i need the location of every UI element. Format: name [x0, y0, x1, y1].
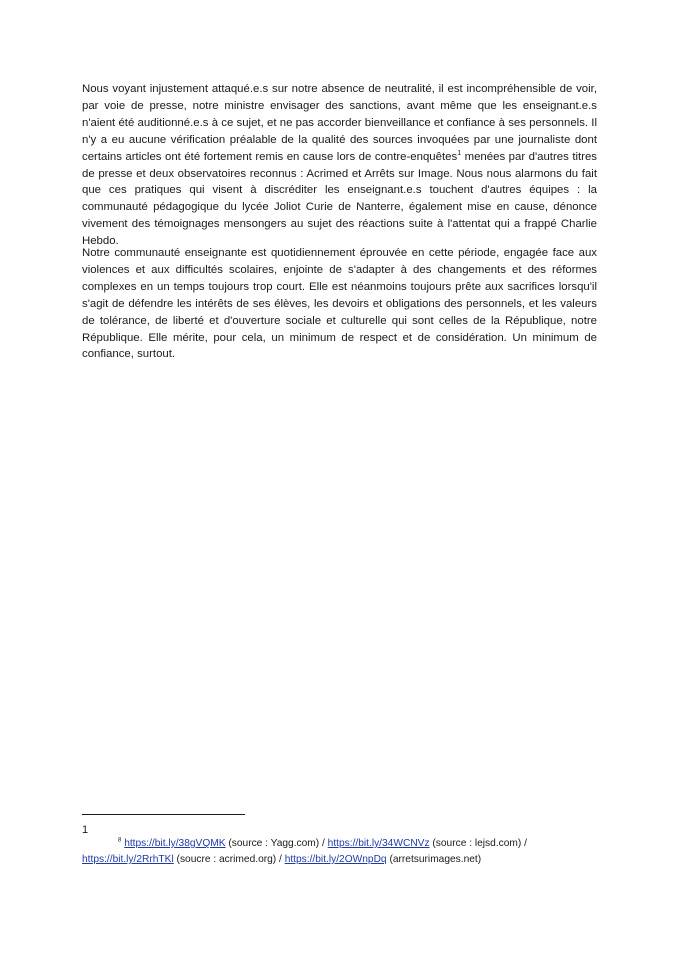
- footnote-line-1: [82, 838, 527, 849]
- footnote-number: 1: [82, 824, 89, 836]
- footnote-source-acrimed: (soucre : acrimed.org) /: [173, 854, 285, 865]
- paragraph-1-text: Nous voyant injustement attaqué.e.s sur notre absence de neutralité, il est incompréhensible de voir, par voie de presse, notre ministre envisager des sanctions, avant même que les enseignant.e.s n'aient été auditionné.e.s à ce sujet, et ne pas accorder bienveillance et confiance à ses personnels. Il n'y a eu aucune vérification préalable de la qualité des sources invoquées par une journaliste dont certains articles ont été fortement remis en cause lors de contre-enquêtes: [82, 83, 597, 163]
- footnote-link-lejsd[interactable]: https://bit.ly/34WCNVz: [327, 838, 430, 849]
- footnote-text: [82, 836, 597, 868]
- footnote-link-acrimed[interactable]: https://bit.ly/2RrhTKl: [82, 854, 174, 865]
- paragraph-2: Notre communauté enseignante est quotidiennement éprouvée en cette période, engagée face aux violences et aux difficultés scolaires, enjointe de s'adapter à des changements et des réformes complexes en un temps toujours trop court. Elle est néanmoins toujours prête aux sacrifices lorsqu'il s'agit de défendre les intérêts de ses élèves, les devoirs et obligations des personnels, et les valeurs de tolérance, de liberté et d'ouverture sociale et culturelle qui sont celles de la République, notre République. Elle mérite, pour cela, un minimum de respect et de considération. Un minimum de confiance, surtout.: [82, 247, 597, 361]
- footnote-link-arretsurimages[interactable]: https://bit.ly/2OWnpDq: [284, 854, 387, 865]
- footnote-link-yagg[interactable]: https://bit.ly/38gVQMK: [124, 838, 226, 849]
- paragraph-1: [82, 81, 597, 250]
- footnote-source-arretsurimages: (arretsurimages.net): [386, 854, 482, 865]
- footnote-source-lejsd: (source : lejsd.com) /: [429, 838, 527, 849]
- footnote-reference[interactable]: 1: [457, 149, 462, 157]
- footnote-separator: [82, 814, 245, 815]
- footnote-mark: 8: [118, 837, 122, 844]
- footnote-source-yagg: (source : Yagg.com) /: [225, 838, 328, 849]
- paragraph-1-text-continued: menées par d'autres titres de presse et deux observatoires reconnus : Acrimed et Arrêts sur Image. Nous nous alarmons du fait que ces pratiques qui visent à discréditer les enseignant.e.s touchent d'autres équipes : la communauté pédagogique du lycée Joliot Curie de Nanterre, également mise en cause, dénonce vivement des témoignages mensongers au sujet des réactions suite à l'attentat qui a frappé Charlie Hebdo.: [82, 150, 598, 248]
